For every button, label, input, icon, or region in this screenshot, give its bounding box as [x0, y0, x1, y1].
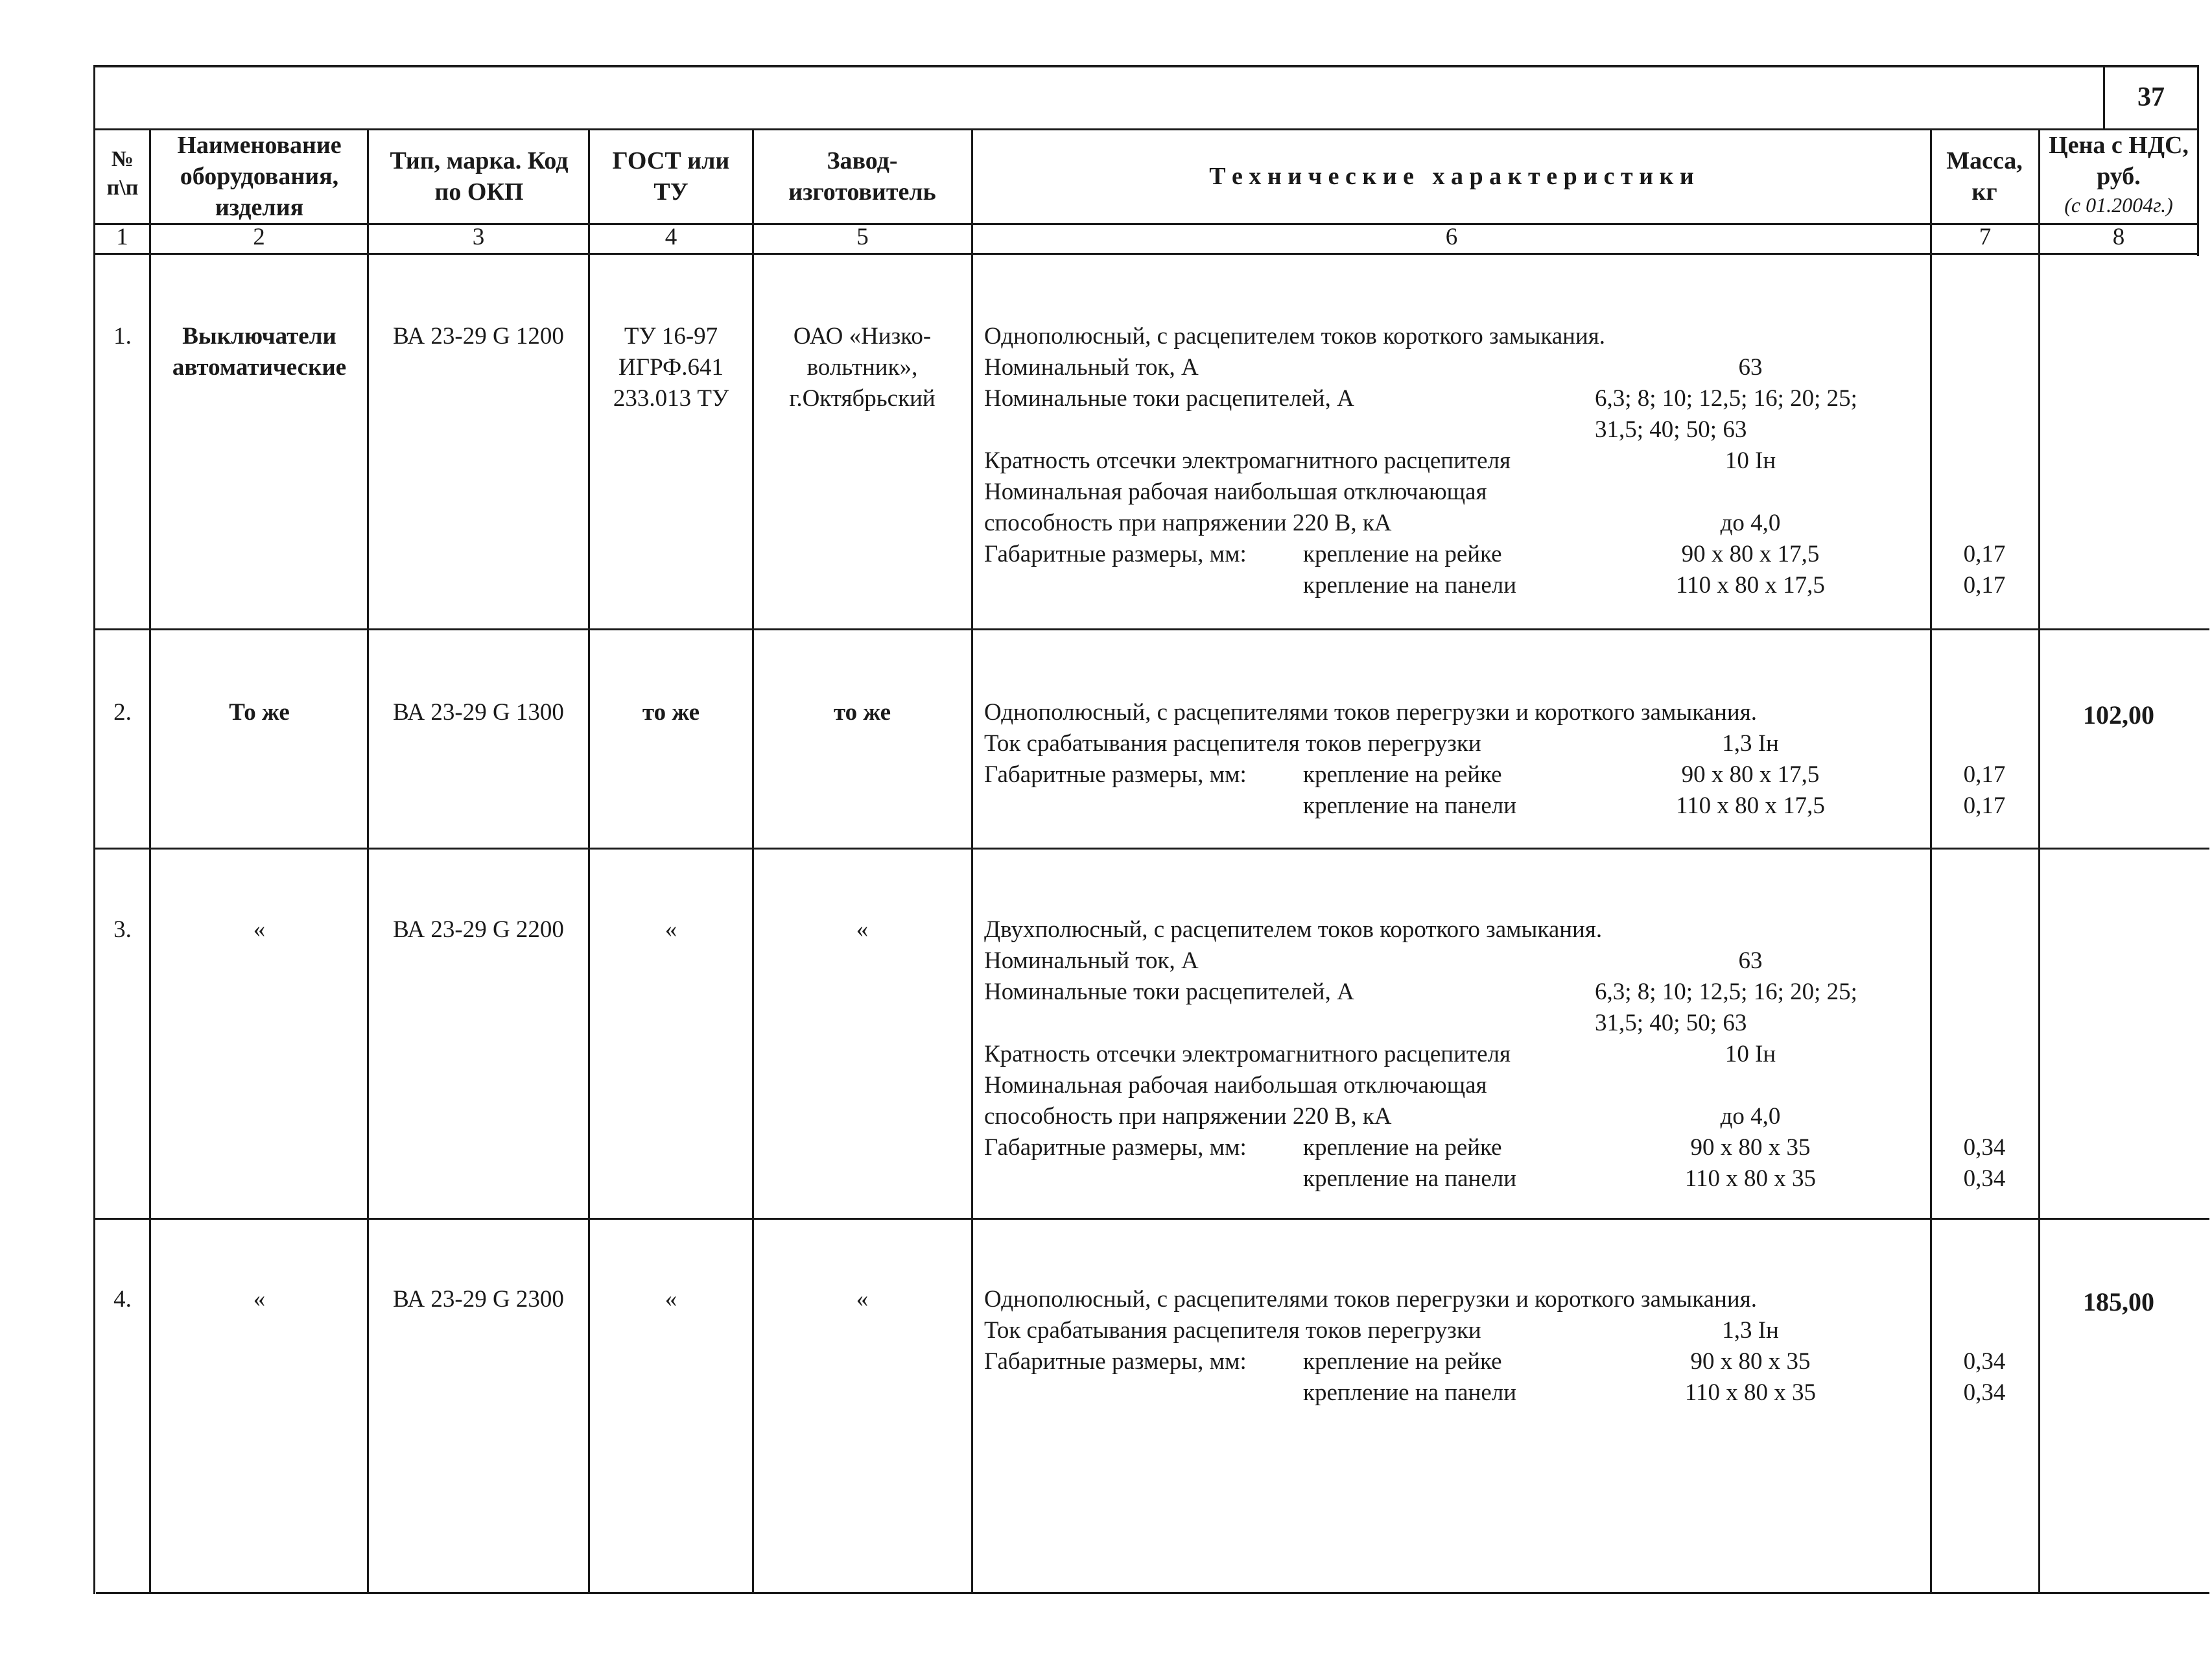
spec-value: 1,3 Iн	[1722, 730, 1779, 757]
row-number: 3.	[113, 916, 132, 943]
col-line-8	[2197, 130, 2199, 256]
spec-label: Ток срабатывания расцепителя токов перегрузки	[984, 730, 1481, 757]
spec-label: Однополюсный, с расцепителями токов перегрузки и короткого замыкания.	[984, 1286, 1757, 1313]
page-number: 37	[2137, 82, 2165, 112]
spec-label: Ток срабатывания расцепителя токов перегрузки	[984, 1317, 1481, 1344]
header-top-line	[93, 128, 2199, 130]
column-number: 2	[253, 224, 265, 250]
spec-label: Номинальная рабочая наибольшая отключающая	[984, 479, 1487, 505]
header-col-mass: Масса, кг	[1946, 147, 2023, 206]
row-type: ВА 23-29 G 1200	[393, 323, 564, 350]
row-type: ВА 23-29 G 1300	[393, 699, 564, 726]
spec-sublabel: крепление на панели	[1303, 572, 1517, 599]
spec-mass: 0,34	[1963, 1379, 2006, 1406]
row-gost: «	[665, 1286, 677, 1313]
spec-label: Номинальный ток, А	[984, 354, 1199, 381]
page-number-box-right	[2197, 65, 2199, 130]
spec-value: 90 x 80 x 35	[1690, 1348, 1811, 1375]
row-maker: «	[856, 1286, 869, 1313]
header-col-price: Цена с НДС, руб.	[2049, 132, 2189, 190]
spec-sublabel: крепление на рейке	[1303, 541, 1502, 567]
col-line-6	[1930, 130, 1932, 1594]
spec-value: до 4,0	[1720, 1103, 1781, 1130]
row-maker: «	[856, 916, 869, 943]
column-number: 8	[2112, 224, 2125, 250]
header-col-specs: Т е х н и ч е с к и е х а р а к т е р и с т и к и	[1209, 163, 1694, 190]
spec-sublabel: крепление на рейке	[1303, 761, 1502, 788]
column-number: 5	[856, 224, 869, 250]
spec-label: Номинальные токи расцепителей, А	[984, 979, 1354, 1005]
row-number: 4.	[113, 1286, 132, 1313]
row-gost: «	[665, 916, 677, 943]
spec-value: 31,5; 40; 50; 63	[1595, 416, 1747, 443]
spec-value: 6,3; 8; 10; 12,5; 16; 20; 25;	[1595, 385, 1857, 412]
row-divider-1	[93, 628, 2209, 630]
spec-sublabel: крепление на рейке	[1303, 1134, 1502, 1161]
spec-label: Двухполюсный, с расцепителем токов короткого замыкания.	[984, 916, 1603, 943]
column-number: 1	[116, 224, 128, 250]
spec-value: 63	[1738, 354, 1763, 381]
spec-mass: 0,34	[1963, 1348, 2006, 1375]
spec-value: 90 x 80 x 17,5	[1681, 761, 1820, 788]
col-line-4	[752, 130, 754, 1594]
spec-value: 90 x 80 x 35	[1690, 1134, 1811, 1161]
column-numbers-bottom-line	[93, 253, 2199, 255]
row-price: 185,00	[2083, 1287, 2154, 1316]
col-line-3	[588, 130, 590, 1594]
spec-value: 6,3; 8; 10; 12,5; 16; 20; 25;	[1595, 979, 1857, 1005]
spec-label: Номинальные токи расцепителей, А	[984, 385, 1354, 412]
row-gost: ТУ 16-97 ИГРФ.641 233.013 ТУ	[613, 323, 729, 412]
column-number: 6	[1445, 224, 1458, 250]
spec-mass: 0,17	[1963, 761, 2006, 788]
header-col-name: Наименование оборудования, изделия	[177, 132, 342, 221]
spec-label: Габаритные размеры, мм:	[984, 541, 1247, 567]
column-number: 3	[472, 224, 485, 250]
column-number: 4	[665, 224, 677, 250]
spec-value: 110 x 80 x 17,5	[1676, 572, 1825, 599]
row-maker: ОАО «Низко-вольтник», г.Октябрьский	[789, 323, 935, 412]
col-line-1	[149, 130, 151, 1594]
row-name: Выключатели автоматические	[172, 323, 347, 381]
row-name: То же	[229, 699, 290, 726]
spec-mass: 0,34	[1963, 1134, 2006, 1161]
spec-label: Габаритные размеры, мм:	[984, 1134, 1247, 1161]
spec-value: до 4,0	[1720, 510, 1781, 536]
row-maker: то же	[833, 699, 891, 726]
spec-label: способность при напряжении 220 В, кА	[984, 1103, 1392, 1130]
table-top-border	[93, 65, 2199, 67]
spec-value: 110 x 80 x 35	[1684, 1165, 1817, 1192]
spec-label: Габаритные размеры, мм:	[984, 761, 1247, 788]
row-divider-2	[93, 848, 2209, 850]
spec-sublabel: крепление на панели	[1303, 792, 1517, 819]
spec-mass: 0,17	[1963, 541, 2006, 567]
header-col-number: № п\п	[106, 147, 139, 200]
spec-value: 1,3 Iн	[1722, 1317, 1779, 1344]
header-price-date: (с 01.2004г.)	[2064, 193, 2173, 217]
spec-label: Кратность отсечки электромагнитного расцепителя	[984, 447, 1511, 474]
spec-label: Однополюсный, с расцепителем токов короткого замыкания.	[984, 323, 1606, 350]
col-line-7	[2038, 130, 2040, 1594]
spec-label: способность при напряжении 220 В, кА	[984, 510, 1392, 536]
spec-label: Габаритные размеры, мм:	[984, 1348, 1247, 1375]
spec-value: 110 x 80 x 35	[1684, 1379, 1817, 1406]
header-col-type: Тип, марка. Код по ОКП	[390, 147, 569, 206]
spec-value: 10 Iн	[1724, 1041, 1776, 1067]
spec-sublabel: крепление на панели	[1303, 1165, 1517, 1192]
row-number: 1.	[113, 323, 132, 350]
row-name: «	[253, 1286, 266, 1313]
spec-mass: 0,17	[1963, 572, 2006, 599]
spec-label: Однополюсный, с расцепителями токов перегрузки и короткого замыкания.	[984, 699, 1757, 726]
spec-value: 110 x 80 x 17,5	[1676, 792, 1825, 819]
spec-mass: 0,34	[1963, 1165, 2006, 1192]
row-name: «	[253, 916, 266, 943]
row-divider-3	[93, 1218, 2209, 1220]
frame-left	[93, 65, 95, 1594]
spec-mass: 0,17	[1963, 792, 2006, 819]
spec-value: 10 Iн	[1724, 447, 1776, 474]
row-price: 102,00	[2083, 700, 2154, 730]
table-bottom-border	[96, 1592, 2209, 1594]
spec-label: Номинальный ток, А	[984, 947, 1199, 974]
row-number: 2.	[113, 699, 132, 726]
row-type: ВА 23-29 G 2200	[393, 916, 564, 943]
column-number: 7	[1979, 224, 1992, 250]
spec-label: Кратность отсечки электромагнитного расцепителя	[984, 1041, 1511, 1067]
col-line-5	[971, 130, 973, 1594]
spec-label: Номинальная рабочая наибольшая отключающая	[984, 1072, 1487, 1099]
row-type: ВА 23-29 G 2300	[393, 1286, 564, 1313]
spec-sublabel: крепление на рейке	[1303, 1348, 1502, 1375]
header-col-gost: ГОСТ или ТУ	[612, 147, 730, 206]
row-gost: то же	[642, 699, 700, 726]
spec-value: 63	[1738, 947, 1763, 974]
spec-value: 90 x 80 x 17,5	[1681, 541, 1820, 567]
header-col-maker: Завод-изготовитель	[788, 147, 936, 206]
spec-value: 31,5; 40; 50; 63	[1595, 1010, 1747, 1036]
spec-sublabel: крепление на панели	[1303, 1379, 1517, 1406]
